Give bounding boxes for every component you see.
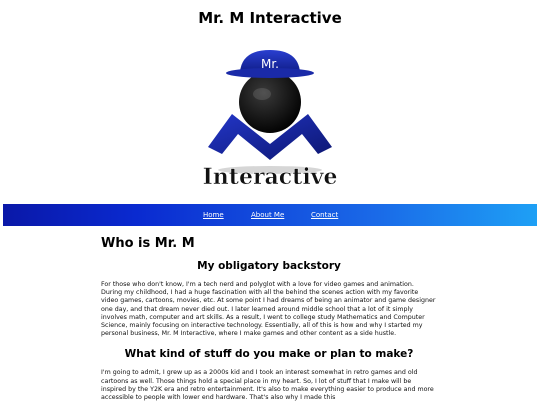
- logo-head: [239, 71, 301, 133]
- nav-about-link[interactable]: About Me: [251, 211, 285, 219]
- site-title: Mr. M Interactive: [198, 9, 342, 27]
- logo-hat-text: Mr.: [261, 57, 279, 71]
- main-content: [101, 236, 437, 402]
- navigation-bar: [3, 204, 537, 226]
- nav-home-link[interactable]: Home: [203, 211, 224, 219]
- logo-wordmark: Interactive: [202, 164, 338, 190]
- stuff-heading: What kind of stuff do you make or plan to make?: [124, 348, 414, 361]
- stuff-paragraph: I'm going to admit, I grew up as a 2000s kid and I took an interest somewhat in retro games and old cartoons as well. Those things hold a special place in my heart. So, I lot of stuff that I make will be inspired by the Y2K era and retro entertainment. It's also to make everything easier to produce and more accessible to people with lower end hardware. That's also why I made this: [101, 369, 434, 402]
- mr-m-interactive-logo: [190, 42, 350, 192]
- page-heading: Who is Mr. M: [101, 236, 195, 251]
- backstory-paragraph: For those who don't know, I'm a tech nerd and polyglot with a love for video games and animation. During my childhood, I had a huge fascination with all the behind the scenes action with my favorite video games, cartoons, movies, etc. At some point I had dreams of being an animator and game designer one day, and that dream never died out. I later learned around middle school that a lot of it simply involves math, computer and art skills. As a result, I went to college study Mathematics and Computer Science, mainly focusing on interactive technology. Essentially, all of this is how and why I started my personal business, Mr. M Interactive, where I make games and other content as a side hustle.: [101, 281, 436, 338]
- backstory-heading: My obligatory backstory: [197, 260, 341, 272]
- nav-contact-link[interactable]: Contact: [311, 211, 339, 219]
